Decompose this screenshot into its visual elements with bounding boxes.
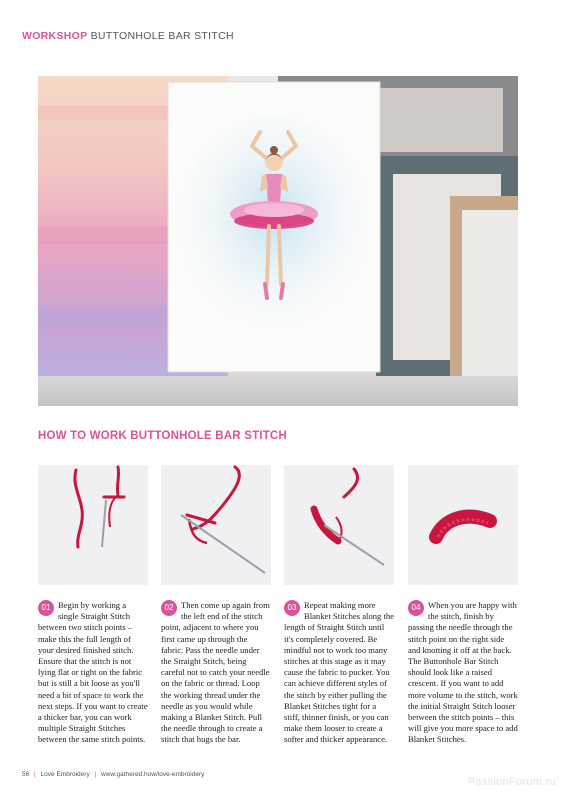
footer-separator: | <box>34 771 36 778</box>
step-number-badge: 04 <box>408 600 424 616</box>
step-number-badge: 01 <box>38 600 54 616</box>
step-photo-1 <box>38 465 148 585</box>
step-text: When you are happy with the stitch, finish by passing the needle through the stitch point on the right side and knotting it off at the back. The Buttonhole Bar Stitch should look like a raised crescent. If you want to add more volume to the stitch, work the initial Straight Stitch looser between the stitch points – this will give you more space to add Blanket Stitches. <box>408 600 518 745</box>
step-number-badge: 03 <box>284 600 300 616</box>
footer-separator: | <box>94 771 97 778</box>
page-number: 56 <box>22 771 30 778</box>
step-photo-4 <box>408 465 518 585</box>
step-photos <box>38 465 518 587</box>
magazine-name: Love Embroidery <box>40 771 90 778</box>
step-photo-2 <box>161 465 271 585</box>
magazine-url[interactable]: www.gathered.how/love-embroidery <box>101 771 205 778</box>
page-header <box>22 30 234 42</box>
section-heading: HOW TO WORK BUTTONHOLE BAR STITCH <box>38 430 287 442</box>
section-tag: WORKSHOP <box>22 30 88 42</box>
step-text: Then come up again from the left end of the stitch point, adjacent to where you first came up through the fabric. Pass the needle under the Straight Stitch, being careful not to catch your needle on the fabric or thread. Loop the working thread under the needle as you would while making a Blanket Stitch. Pull the needle through to create a stitch that hugs the bar. <box>161 600 270 745</box>
step-text: Repeat making more Blanket Stitches along the length of Straight Stitch until it's completely covered. Be mindful not to work too many stitches at this stage as it may cause the fabric to pucker. You can achieve different styles of the stitch by either pulling the Blanket Stitches tight for a stiff, thinner finish, or you can make them looser to create a softer and thicker appearance. <box>284 600 394 745</box>
hero-photo <box>38 76 518 406</box>
step-number-badge: 02 <box>161 600 177 616</box>
watermark: PassionForum.ru <box>467 776 556 788</box>
step-2 <box>161 600 271 746</box>
page-footer <box>22 771 204 778</box>
step-photo-3 <box>284 465 394 585</box>
step-3 <box>284 600 394 746</box>
step-4 <box>408 600 518 746</box>
page-title: BUTTONHOLE BAR STITCH <box>90 30 234 42</box>
step-text: Begin by working a single Straight Stitch between two stitch points – make this the full length of your desired finished stitch. Ensure that the stitch is not lying flat or tight on the fabric but is still a bit loose as you'll need a bit of space to work the next steps. If you want to create a thicker bar, you can work multiple Straight Stitches between the same stitch points. <box>38 600 148 745</box>
step-1 <box>38 600 148 746</box>
